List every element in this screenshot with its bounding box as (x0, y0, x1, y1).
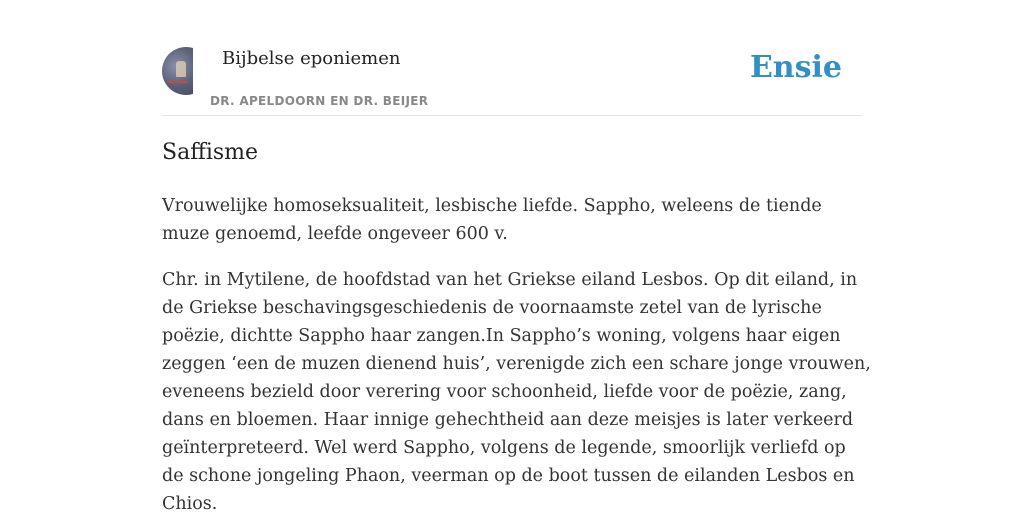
header (162, 40, 862, 116)
entry-paragraph-1: Vrouwelijke homoseksualiteit, lesbische liefde. Sappho, weleens de tiende muze genoemd, leefde ongeveer 600 v. (162, 196, 822, 244)
book-title[interactable]: Bijbelse eponiemen (222, 48, 401, 69)
entry-paragraph-2: Chr. in Mytilene, de hoofdstad van het Griekse eiland Lesbos. Op dit eiland, in de Griekse beschavingsgeschiedenis de voornaamste zetel van de lyrische poëzie, dichtte Sappho haar zangen.In Sappho’s woning, volgens haar eigen zeggen ‘een de muzen dienend huis’, verenigde zich een schare jonge vrouwen, eveneens bezield door verering voor schoonheid, liefde voor de poëzie, zang, dans en bloemen. Haar innige gehechtheid aan deze meisjes is later verkeerd geïnterpreteerd. Wel werd Sappho, volgens de legende, smoorlijk verliefd op de schone jongeling Phaon, veerman op de boot tussen de eilanden Lesbos en Chios. (162, 270, 871, 512)
ensie-logo[interactable]: Ensie (749, 50, 842, 85)
book-cover-thumbnail[interactable] (162, 47, 193, 95)
book-authors: DR. APELDOORN EN DR. BEIJER (210, 94, 429, 108)
cover-figure (176, 61, 186, 77)
cover-image (162, 47, 193, 95)
entry-title: Saffisme (162, 140, 259, 165)
cover-accent-line (168, 81, 188, 83)
